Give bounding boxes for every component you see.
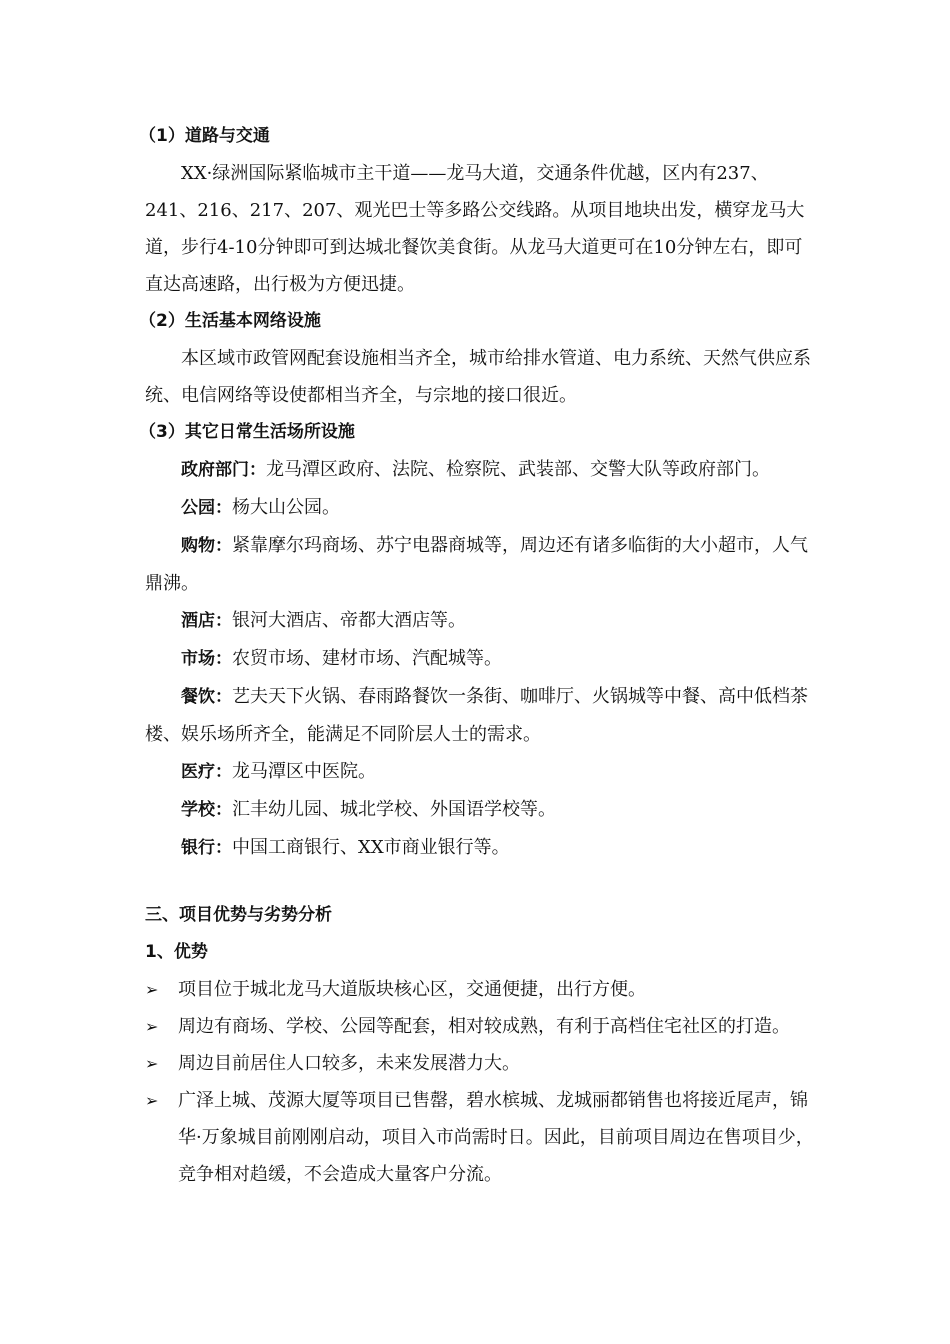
document-body <box>139 118 815 1193</box>
facility-government <box>145 451 815 489</box>
facility-text: 农贸市场、建材市场、汽配城等。 <box>232 648 502 669</box>
facility-text: 汇丰幼儿园、城北学校、外国语学校等。 <box>232 799 556 820</box>
list-item-text: 项目位于城北龙马大道版块核心区，交通便捷，出行方便。 <box>178 979 646 1000</box>
facility-label: 医疗： <box>181 762 232 782</box>
facility-label: 公园： <box>181 498 232 518</box>
list-item <box>145 971 815 1008</box>
facility-dining <box>145 678 815 753</box>
facility-hotel <box>145 602 815 640</box>
facility-shopping <box>145 527 815 602</box>
facility-text: 艺夫天下火锅、春雨路餐饮一条街、咖啡厅、火锅城等中餐、高中低档茶楼、娱乐场所齐全，能满足不同阶层人士的需求。 <box>145 686 808 745</box>
list-item-text: 周边目前居住人口较多，未来发展潜力大。 <box>178 1053 520 1074</box>
arrow-bullet-icon: ➢ <box>145 980 159 999</box>
facility-text: 龙马潭区政府、法院、检察院、武装部、交警大队等政府部门。 <box>266 459 770 480</box>
section-spacer <box>145 867 815 897</box>
arrow-bullet-icon: ➢ <box>145 1091 159 1110</box>
arrow-bullet-icon: ➢ <box>145 1054 159 1073</box>
list-item <box>145 1082 815 1193</box>
facility-label: 学校： <box>181 800 232 820</box>
list-item-text: 广泽上城、茂源大厦等项目已售罄，碧水槟城、龙城丽都销售也将接近尾声，锦华·万象城目前刚刚启动，项目入市尚需时日。因此，目前项目周边在售项目少，竞争相对趋缓，不会造成大量客户分流。 <box>178 1090 814 1185</box>
facility-label: 购物： <box>181 536 232 556</box>
advantages-list <box>145 971 815 1193</box>
list-item <box>145 1045 815 1082</box>
facility-label: 银行： <box>181 838 232 858</box>
facility-park <box>145 489 815 527</box>
heading-basic-network: （2）生活基本网络设施 <box>139 311 321 331</box>
facility-bank <box>145 829 815 867</box>
facility-text: 杨大山公园。 <box>232 497 340 518</box>
facility-label: 市场： <box>181 649 232 669</box>
facility-label: 政府部门： <box>181 460 266 480</box>
facility-label: 餐饮： <box>181 687 232 707</box>
facility-text: 中国工商银行、XX市商业银行等。 <box>232 837 510 858</box>
facility-text: 银河大酒店、帝都大酒店等。 <box>232 610 466 631</box>
facility-market <box>145 640 815 678</box>
section-title-analysis: 三、项目优势与劣势分析 <box>145 905 332 925</box>
arrow-bullet-icon: ➢ <box>145 1017 159 1036</box>
facility-text: 龙马潭区中医院。 <box>232 761 376 782</box>
facility-school <box>145 791 815 829</box>
list-item-text: 周边有商场、学校、公园等配套，相对较成熟，有利于高档住宅社区的打造。 <box>178 1016 790 1037</box>
list-item <box>145 1008 815 1045</box>
heading-other-facilities: （3）其它日常生活场所设施 <box>139 422 355 442</box>
subsection-title-advantages: 1、优势 <box>145 942 208 962</box>
heading-roads-traffic: （1）道路与交通 <box>139 126 270 146</box>
paragraph-basic-network: 本区域市政管网配套设施相当齐全，城市给排水管道、电力系统、天然气供应系统、电信网络等设使都相当齐全，与宗地的接口很近。 <box>145 348 811 406</box>
paragraph-roads-traffic: XX·绿洲国际紧临城市主干道——龙马大道，交通条件优越，区内有237、241、216、217、207、观光巴士等多路公交线路。从项目地块出发，横穿龙马大道，步行4-10分钟即可到达城北餐饮美食街。从龙马大道更可在10分钟左右，即可直达高速路，出行极为方便迅捷。 <box>145 163 805 295</box>
facility-text: 紧靠摩尔玛商场、苏宁电器商城等，周边还有诸多临街的大小超市，人气鼎沸。 <box>145 535 808 594</box>
facility-label: 酒店： <box>181 611 232 631</box>
facility-medical <box>145 753 815 791</box>
